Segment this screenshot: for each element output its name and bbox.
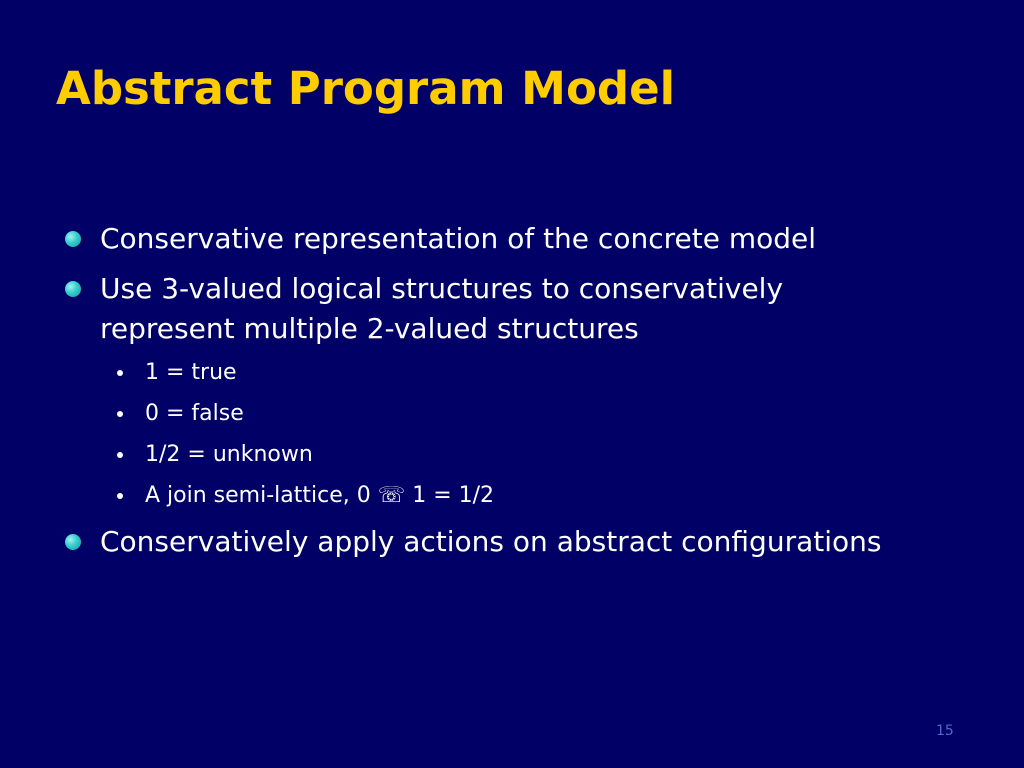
bullet-dot-icon [65,281,81,297]
sub-bullet-item [145,435,845,475]
bullet-text-line-1: Use 3-valued logical structures to conservatively [100,272,784,305]
sub-bullet-item [145,394,845,434]
sub-bullet-dot-icon [117,493,123,499]
sub-bullet-text: 0 = false [145,401,244,426]
bullet-text-line-2: represent multiple 2-valued structures [100,312,639,345]
sub-bullet-dot-icon [117,411,123,417]
bullet-item [100,269,930,349]
sub-bullet-item [145,353,845,393]
sub-bullet-dot-icon [117,452,123,458]
page-number: 15 [936,723,954,739]
bullet-item [100,219,930,259]
bullet-text: Conservative representation of the concrete model [100,222,817,255]
sub-bullet-text: 1 = true [145,360,237,385]
bullet-dot-icon [65,231,81,247]
sub-bullet-item [145,476,845,516]
bullet-dot-icon [65,534,81,550]
bullet-item [100,522,930,562]
sub-bullet-text: A join semi-lattice, 0 ☏ 1 = 1/2 [145,483,495,508]
bullet-text: Conservatively apply actions on abstract configurations [100,525,882,558]
sub-bullet-text: 1/2 = unknown [145,442,313,467]
sub-bullet-dot-icon [117,370,123,376]
slide-title: Abstract Program Model [56,62,676,115]
